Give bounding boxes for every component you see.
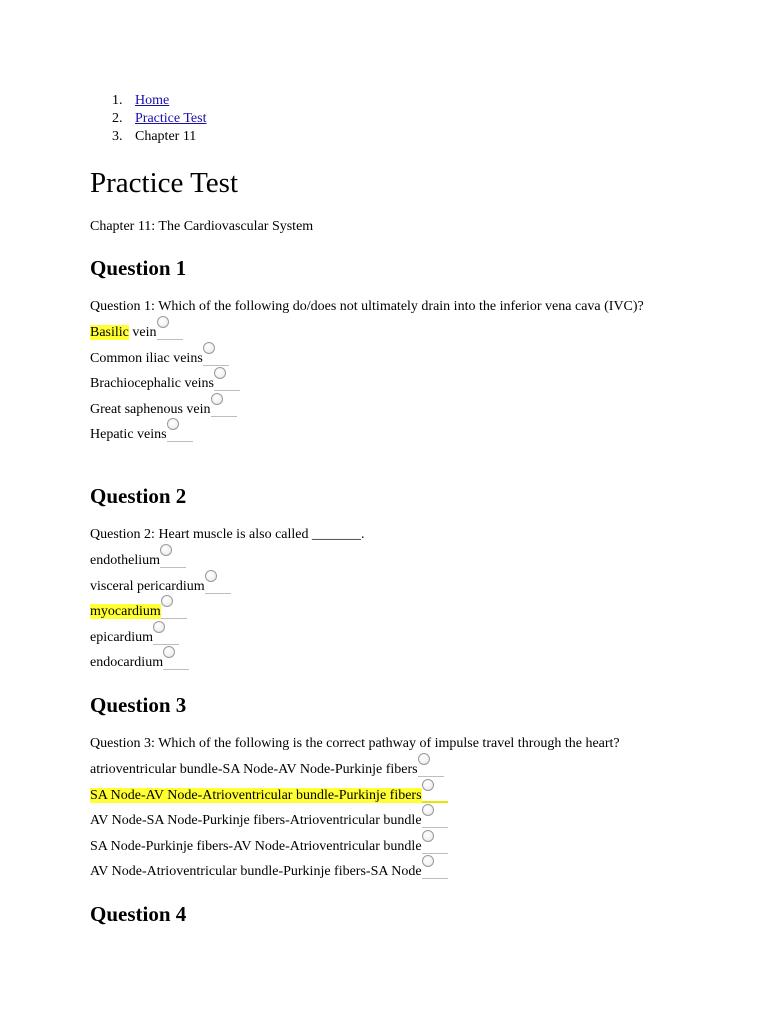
answer-label xyxy=(90,781,422,805)
answer-underline xyxy=(167,441,193,442)
breadcrumb-number: 1. xyxy=(112,93,123,108)
answer-underline xyxy=(153,644,179,645)
question-block xyxy=(90,255,730,446)
radio-button[interactable] xyxy=(160,552,186,570)
answer-label xyxy=(90,572,205,596)
answer-underline xyxy=(422,827,448,828)
answer-option[interactable] xyxy=(90,420,730,446)
question-heading: Question 4 xyxy=(90,902,187,926)
answer-option[interactable] xyxy=(90,318,730,344)
answer-label xyxy=(90,395,211,419)
answer-option[interactable] xyxy=(90,648,730,674)
answer-underline xyxy=(422,878,448,879)
radio-button[interactable] xyxy=(205,578,231,596)
answer-label xyxy=(90,806,422,830)
answer-label xyxy=(90,318,157,342)
answer-text: AV Node-Atrioventricular bundle-Purkinje fibers-SA Node xyxy=(90,864,422,879)
answer-text: atrioventricular bundle-SA Node-AV Node-Purkinje fibers xyxy=(90,762,418,777)
answer-text: endothelium xyxy=(90,553,160,568)
answer-option[interactable] xyxy=(90,781,730,807)
answer-label xyxy=(90,648,163,672)
answer-option[interactable] xyxy=(90,597,730,623)
highlighted-answer-text: Basilic xyxy=(90,325,129,340)
radio-button[interactable] xyxy=(211,401,237,419)
radio-button[interactable] xyxy=(422,838,448,856)
answer-text: visceral pericardium xyxy=(90,578,205,594)
radio-button[interactable] xyxy=(422,812,448,830)
answer-underline xyxy=(203,365,229,366)
answer-option[interactable] xyxy=(90,546,730,572)
answer-options xyxy=(90,755,730,883)
answer-option[interactable] xyxy=(90,572,730,598)
answer-label xyxy=(90,546,160,570)
radio-circle-icon xyxy=(422,855,434,867)
radio-circle-icon xyxy=(157,316,169,328)
question-block xyxy=(90,692,730,883)
answer-underline xyxy=(205,593,231,594)
radio-circle-icon xyxy=(163,646,175,658)
radio-button[interactable] xyxy=(422,863,448,881)
answer-text: vein xyxy=(128,325,157,340)
answer-text: Common iliac veins xyxy=(90,350,203,366)
answer-label xyxy=(90,832,422,856)
answer-text: Brachiocephalic veins xyxy=(90,376,215,391)
answer-underline xyxy=(418,776,444,777)
answer-option[interactable] xyxy=(90,755,730,781)
breadcrumb-current: Chapter 11 xyxy=(135,129,197,144)
answer-underline xyxy=(422,853,448,854)
radio-button[interactable] xyxy=(157,324,183,342)
answer-label xyxy=(90,857,422,881)
breadcrumb-item-chapter xyxy=(90,128,730,146)
radio-circle-icon xyxy=(422,779,434,791)
question-block xyxy=(90,901,730,927)
answer-label xyxy=(90,369,214,393)
answer-underline xyxy=(157,339,183,340)
answer-option[interactable] xyxy=(90,623,730,649)
answer-underline xyxy=(214,390,240,391)
radio-button[interactable] xyxy=(214,375,240,393)
answer-options xyxy=(90,546,730,674)
radio-circle-icon xyxy=(153,621,165,633)
answer-label xyxy=(90,623,153,647)
answer-option[interactable] xyxy=(90,369,730,395)
question-heading: Question 1 xyxy=(90,256,187,280)
answer-label xyxy=(90,344,203,368)
highlighted-answer-text: myocardium xyxy=(90,604,161,619)
radio-circle-icon xyxy=(161,595,173,607)
radio-circle-icon xyxy=(422,804,434,816)
radio-button[interactable] xyxy=(161,603,187,621)
radio-circle-icon xyxy=(160,544,172,556)
breadcrumb xyxy=(90,92,730,146)
breadcrumb-item-practice-test xyxy=(90,110,730,128)
answer-label xyxy=(90,420,167,444)
question-heading: Question 3 xyxy=(90,693,187,717)
radio-circle-icon xyxy=(203,342,215,354)
radio-circle-icon xyxy=(422,830,434,842)
answer-text: Great saphenous vein xyxy=(90,401,211,417)
breadcrumb-number: 2. xyxy=(112,111,123,126)
answer-underline xyxy=(422,801,448,803)
answer-option[interactable] xyxy=(90,806,730,832)
answer-text: Hepatic veins xyxy=(90,427,167,442)
radio-button[interactable] xyxy=(422,787,448,805)
answer-text: AV Node-SA Node-Purkinje fibers-Atrioventricular bundle xyxy=(90,813,422,828)
answer-underline xyxy=(161,618,187,619)
answer-underline xyxy=(211,416,237,417)
answer-label xyxy=(90,755,418,779)
breadcrumb-link-home[interactable]: Home xyxy=(135,93,170,108)
breadcrumb-item-home xyxy=(90,92,730,110)
breadcrumb-link-practice-test[interactable]: Practice Test xyxy=(135,111,207,126)
radio-button[interactable] xyxy=(167,426,193,444)
highlighted-answer-text: SA Node-AV Node-Atrioventricular bundle-Purkinje fibers xyxy=(90,787,422,803)
radio-button[interactable] xyxy=(163,654,189,672)
answer-text: epicardium xyxy=(90,629,153,645)
answer-options xyxy=(90,318,730,446)
radio-button[interactable] xyxy=(418,761,444,779)
answer-underline xyxy=(160,567,186,568)
radio-circle-icon xyxy=(214,367,226,379)
radio-button[interactable] xyxy=(203,350,229,368)
question-block xyxy=(90,483,730,674)
radio-circle-icon xyxy=(167,418,179,430)
page-title: Practice Test xyxy=(90,167,239,199)
answer-option[interactable] xyxy=(90,857,730,883)
answer-underline xyxy=(163,669,189,670)
radio-circle-icon xyxy=(418,753,430,765)
page-subtitle: Chapter 11: The Cardiovascular System xyxy=(90,219,314,234)
breadcrumb-number: 3. xyxy=(112,129,123,144)
answer-label xyxy=(90,597,161,621)
question-text: Question 3: Which of the following is the correct pathway of impulse travel through the heart? xyxy=(90,736,620,751)
answer-option[interactable] xyxy=(90,395,730,421)
answer-text: endocardium xyxy=(90,655,164,670)
page-content xyxy=(90,92,730,926)
radio-button[interactable] xyxy=(153,629,179,647)
question-heading: Question 2 xyxy=(90,484,187,508)
answer-option[interactable] xyxy=(90,832,730,858)
answer-option[interactable] xyxy=(90,344,730,370)
question-text: Question 1: Which of the following do/does not ultimately drain into the inferior vena cava (IVC)? xyxy=(90,299,644,314)
radio-circle-icon xyxy=(205,570,217,582)
question-text: Question 2: Heart muscle is also called _______. xyxy=(90,527,365,542)
radio-circle-icon xyxy=(211,393,223,405)
answer-text: SA Node-Purkinje fibers-AV Node-Atrioventricular bundle xyxy=(90,838,422,854)
